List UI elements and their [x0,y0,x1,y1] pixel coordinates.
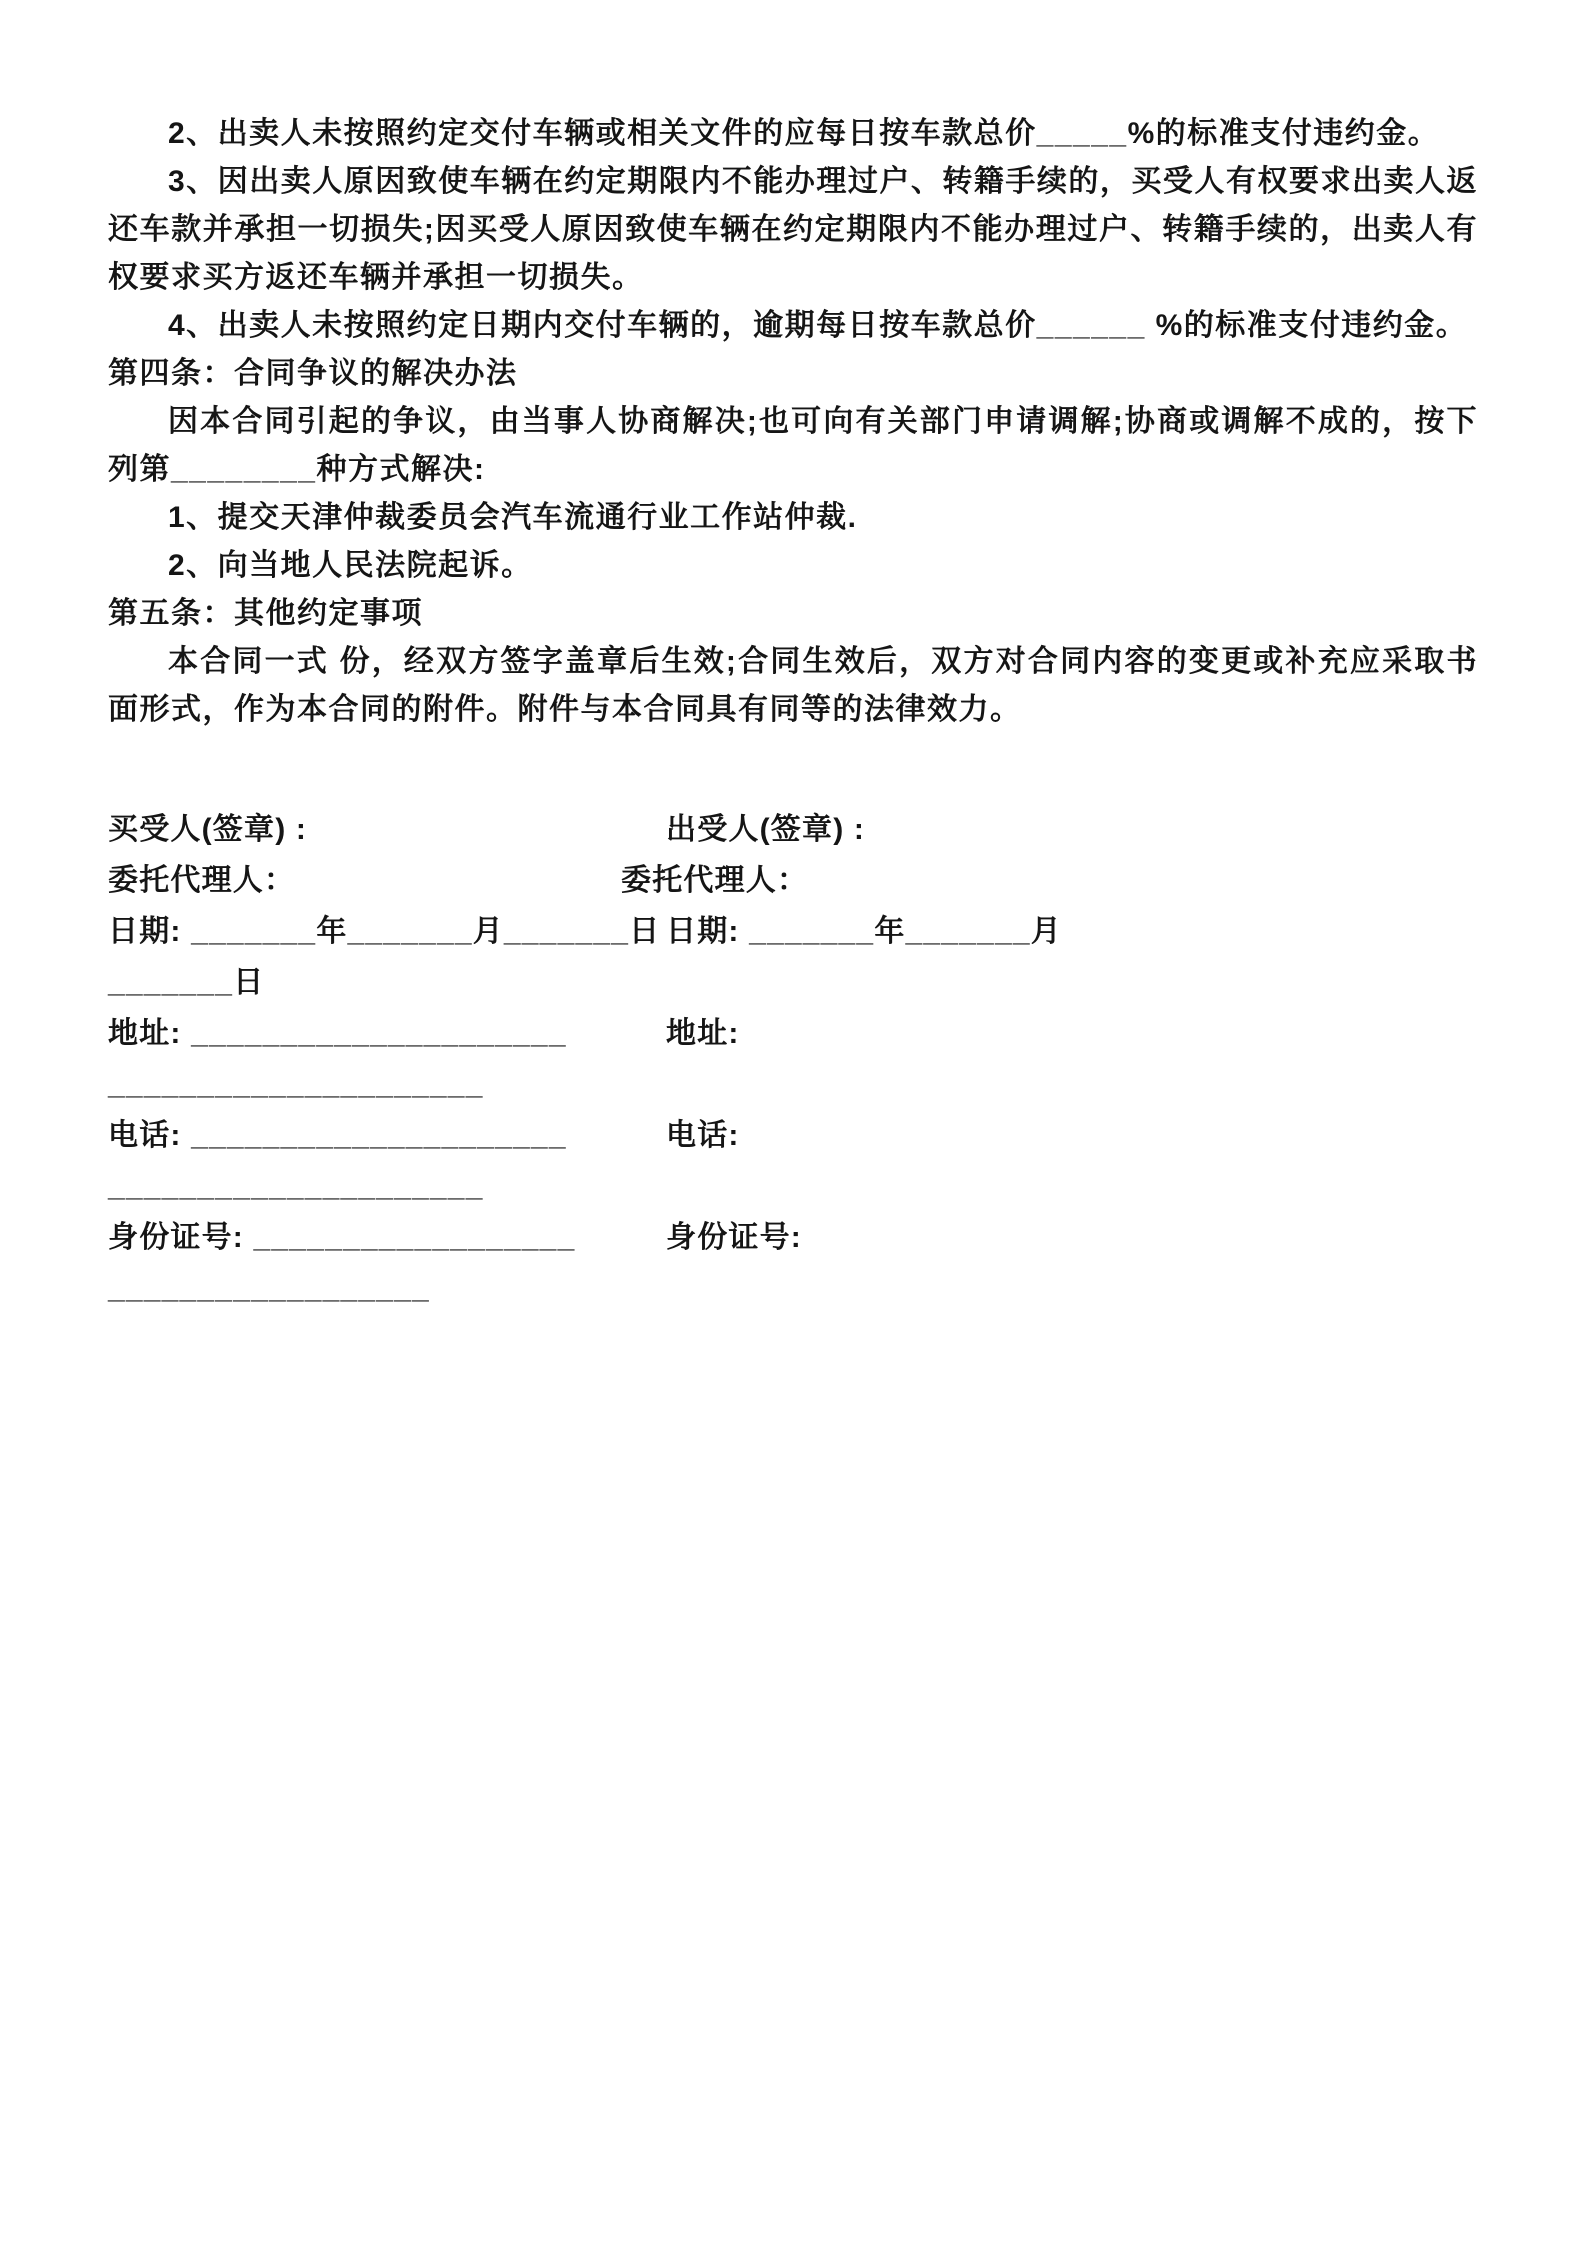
signature-row [108,1061,1478,1109]
signature-block [108,806,1478,1313]
signature-row [108,857,1478,905]
buyer-address-underline: _____________________ [108,1068,484,1101]
seller-phone-blank [621,1163,1478,1211]
buyer-date-line: 日期: _______年_______月_______日 [108,915,661,948]
signature-row [108,1214,1478,1262]
seller-id-label: 身份证号: [666,1221,802,1254]
clause-paragraph-transfer-failure: 3、因出卖人原因致使车辆在约定期限内不能办理过户、转籍手续的，买受人有权要求出卖人返还车款并承担一切损失;因买受人原因致使车辆在约定期限内不能办理过户、转籍手续的，出卖人有权要求买方返还车辆并承担一切损失。 [108,165,1478,294]
buyer-date-continuation-blank: _______日 [108,966,265,999]
signature-row [108,908,1478,956]
signature-row [108,1112,1478,1160]
signature-row [108,1265,1478,1313]
buyer-signature-label: 买受人(签章) : [108,813,308,846]
clause-paragraph-copies-effectiveness: 本合同一式 份，经双方签字盖章后生效;合同生效后，双方对合同内容的变更或补充应采取书面形式，作为本合同的附件。附件与本合同具有同等的法律效力。 [108,645,1478,726]
dispute-option-arbitration: 1、提交天津仲裁委员会汽车流通行业工作站仲裁. [168,501,858,534]
clause-heading-dispute-resolution: 第四条：合同争议的解决办法 [108,357,518,390]
dispute-option-court: 2、向当地人民法院起诉。 [168,549,533,582]
seller-signature-label: 出受人(签章) : [666,813,866,846]
clause-paragraph-dispute-method: 因本合同引起的争议，由当事人协商解决;也可向有关部门申请调解;协商或调解不成的，按下列第________种方式解决: [108,405,1478,486]
seller-address-label: 地址: [666,1017,740,1050]
signature-row [108,1010,1478,1058]
seller-date-continuation-blank [621,959,1478,1007]
signature-row [108,959,1478,1007]
clause-heading-other-terms: 第五条：其他约定事项 [108,597,423,630]
seller-date-line: 日期: _______年_______月 [666,915,1062,948]
clause-paragraph-breach-delivery: 2、出卖人未按照约定交付车辆或相关文件的应每日按车款总价_____%的标准支付违约金。 [168,117,1440,150]
seller-phone-label: 电话: [666,1119,740,1152]
clause-paragraph-late-delivery: 4、出卖人未按照约定日期内交付车辆的，逾期每日按车款总价______ %的标准支付违约金。 [168,309,1468,342]
buyer-agent-label: 委托代理人： [108,864,296,897]
buyer-id-line: 身份证号: __________________ [108,1221,576,1254]
buyer-address-line: 地址: _____________________ [108,1017,567,1050]
signature-row [108,806,1478,854]
buyer-id-underline: __________________ [108,1272,430,1305]
signature-row [108,1163,1478,1211]
buyer-phone-line: 电话: _____________________ [108,1119,567,1152]
seller-id-blank [621,1265,1478,1313]
seller-agent-label: 委托代理人： [621,864,809,897]
seller-address-blank [621,1061,1478,1109]
buyer-phone-underline: _____________________ [108,1170,484,1203]
